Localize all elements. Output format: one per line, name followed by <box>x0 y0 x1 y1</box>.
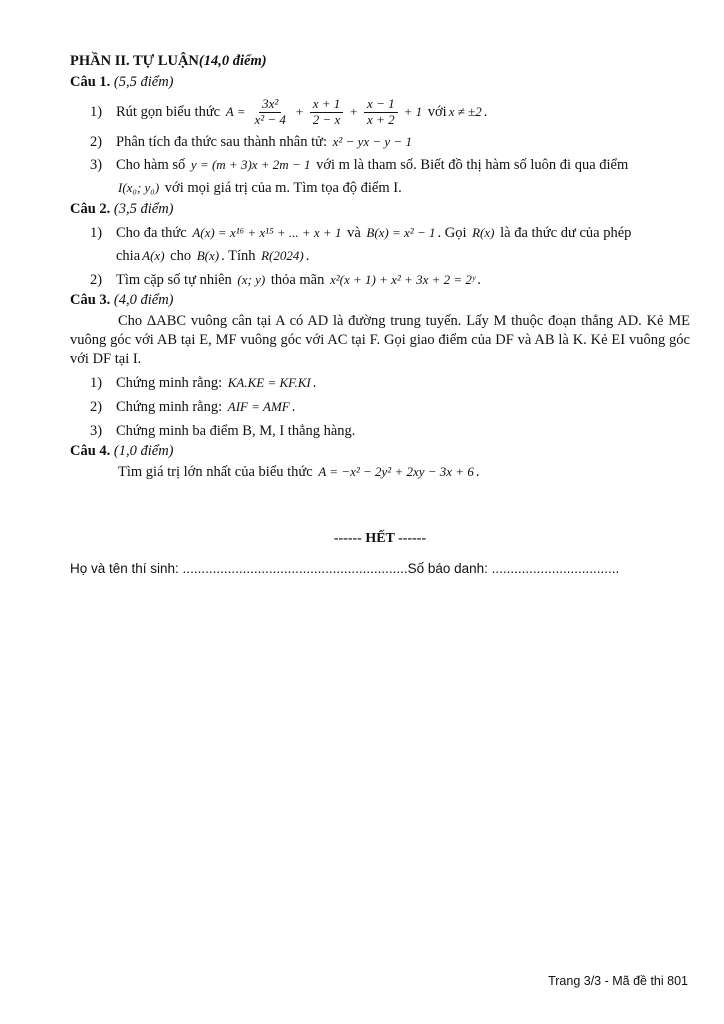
question-4-text: Tìm giá trị lớn nhất của biểu thức A = −x² − 2y² + 2xy − 3x + 6 . <box>118 464 480 481</box>
question-3-item-3: 3) Chứng minh ba điểm B, M, I thẳng hàng. <box>90 422 356 439</box>
part-heading: PHẦN II. TỰ LUẬN(14,0 điểm) <box>70 53 267 69</box>
exam-content <box>70 52 690 578</box>
fraction-1: $\frac{\text{3x²}}{\text{x² − 4}}$ <box>254 95 286 127</box>
question-2-item-1: 1) Cho đa thức A(x) = x¹⁶ + x¹⁵ + ... + x + 1 và B(x) = x² − 1 . Gọi R(x) là đa thức dư của phép <box>90 224 632 241</box>
question-2-title: Câu 2. (3,5 điểm) <box>70 201 174 218</box>
question-2-item-2: 2) Tìm cặp số tự nhiên (x; y) thỏa mãn x²(x + 1) + x² + 3x + 2 = 2ʸ . <box>90 271 481 288</box>
question-2-item-1-cont: chia A(x) cho B(x) . Tính R(2024) . <box>116 247 310 264</box>
end-mark: ------ HẾT ------ <box>333 531 427 547</box>
fraction-2: $\frac{x + 1}{2 - x}$ <box>308 97 346 128</box>
question-3-item-2: 2) Chứng minh rằng: AIF = AMF . <box>90 398 296 415</box>
question-1-item-2: 2) Phân tích đa thức sau thành nhân tử: x² − yx − y − 1 <box>90 133 412 150</box>
question-1-item-3-cont: I(x₀; y₀) với mọi giá trị của m. Tìm tọa độ điểm I. <box>118 180 402 197</box>
fraction-3: $\frac{x - 1}{x + 2}$ <box>362 97 400 128</box>
page-footer: Trang 3/3 - Mã đề thi 801 <box>548 974 688 988</box>
question-3-paragraph: Cho ΔABC vuông cân tại A có AD là đường trung tuyến. Lấy M thuộc đoạn thẳng AD. Kẻ ME vuông góc với AB tại E, MF vuông góc với AC tại F. Gọi giao điểm của DF và AB là K. Kẻ EI vuông góc với DF tại I. <box>70 313 690 367</box>
question-1-item-3: 3) Cho hàm số y = (m + 3)x + 2m − 1 với m là tham số. Biết đồ thị hàm số luôn đi qua điểm <box>90 157 629 174</box>
question-1-title: Câu 1. (5,5 điểm) <box>70 73 174 90</box>
question-3-title: Câu 3. (4,0 điểm) <box>70 292 174 309</box>
candidate-info: Họ và tên thí sinh: ............................................................Số báo danh: .................................. <box>70 561 620 577</box>
question-4-title: Câu 4. (1,0 điểm) <box>70 443 174 460</box>
question-1-item-1: 1) Rút gọn biểu thức A = $\frac{\text{3x²}}{\text{x² − 4}}$ + $\frac{x + 1}{2 - x}$ + $\frac{x - 1}{x + 2}$ + 1 với x ≠ ±2 . <box>90 95 488 127</box>
question-3-item-1: 1) Chứng minh rằng: KA.KE = KF.KI . <box>90 374 317 391</box>
